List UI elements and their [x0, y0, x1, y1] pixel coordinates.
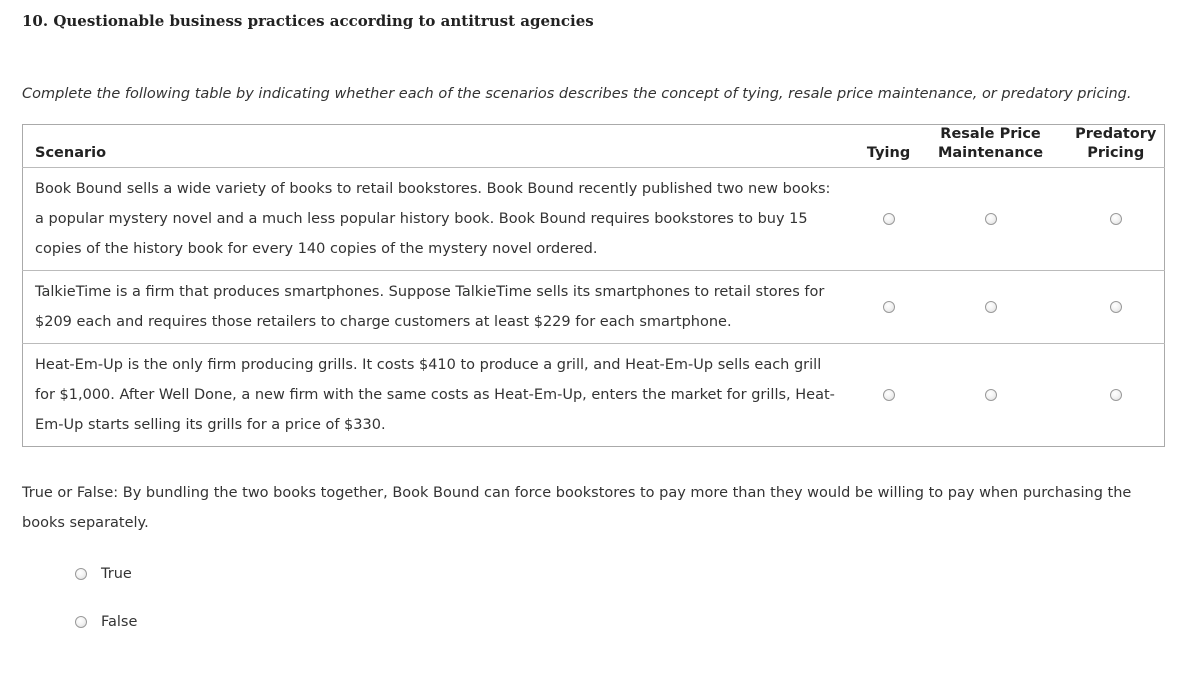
row1-predatory-pricing-radio[interactable]	[1110, 213, 1122, 225]
scenario-text-heat-em-up: Heat-Em-Up is the only firm producing grills. It costs $410 to produce a grill, and Heat-Em-Up sells each grill for $1,000. After Well Done, a new firm with the same costs as Heat-Em-Up, enters the market for grills, Heat-Em-Up starts selling its grills for a price of $330.	[23, 344, 864, 447]
header-scenario: Scenario	[35, 145, 107, 161]
table-row	[23, 168, 1165, 271]
false-radio[interactable]	[75, 616, 87, 628]
instructions-text: Complete the following table by indicating whether each of the scenarios describes the concept of tying, resale price maintenance, or predatory pricing.	[22, 86, 1132, 102]
row2-resale-price-maintenance-radio[interactable]	[985, 301, 997, 313]
header-predatory-line2: Pricing	[1087, 145, 1145, 161]
row1-resale-price-maintenance-radio[interactable]	[985, 213, 997, 225]
true-label: True	[101, 566, 132, 582]
table-row	[23, 344, 1165, 447]
header-resale-price-maintenance	[914, 125, 1068, 168]
scenario-table	[22, 124, 1165, 447]
row2-tying-radio[interactable]	[883, 301, 895, 313]
true-false-question: True or False: By bundling the two books together, Book Bound can force bookstores to pay more than they would be willing to pay when purchasing the books separately.	[22, 485, 1132, 531]
header-resale-line1: Resale Price	[940, 126, 1041, 142]
row3-predatory-pricing-radio[interactable]	[1110, 389, 1122, 401]
row1-tying-radio[interactable]	[883, 213, 895, 225]
true-radio[interactable]	[75, 568, 87, 580]
row3-tying-radio[interactable]	[883, 389, 895, 401]
scenario-text-book-bound: Book Bound sells a wide variety of books to retail bookstores. Book Bound recently published two new books: a popular mystery novel and a much less popular history book. Book Bound requires bookstores to buy 15 copies of the history book for every 140 copies of the mystery novel ordered.	[23, 168, 864, 271]
table-header-row	[23, 125, 1165, 168]
row2-predatory-pricing-radio[interactable]	[1110, 301, 1122, 313]
false-option[interactable]	[75, 614, 137, 630]
header-tying: Tying	[866, 145, 911, 161]
question-title: 10. Questionable business practices according to antitrust agencies	[22, 12, 594, 30]
header-predatory-pricing	[1067, 125, 1164, 168]
false-label: False	[101, 614, 138, 630]
true-option[interactable]	[75, 566, 132, 582]
header-predatory-line1: Predatory	[1075, 126, 1157, 142]
row3-resale-price-maintenance-radio[interactable]	[985, 389, 997, 401]
header-resale-line2: Maintenance	[937, 145, 1044, 161]
table-row	[23, 271, 1165, 344]
scenario-text-talkietime: TalkieTime is a firm that produces smartphones. Suppose TalkieTime sells its smartphones to retail stores for $209 each and requires those retailers to charge customers at least $229 for each smartphone.	[23, 271, 864, 344]
